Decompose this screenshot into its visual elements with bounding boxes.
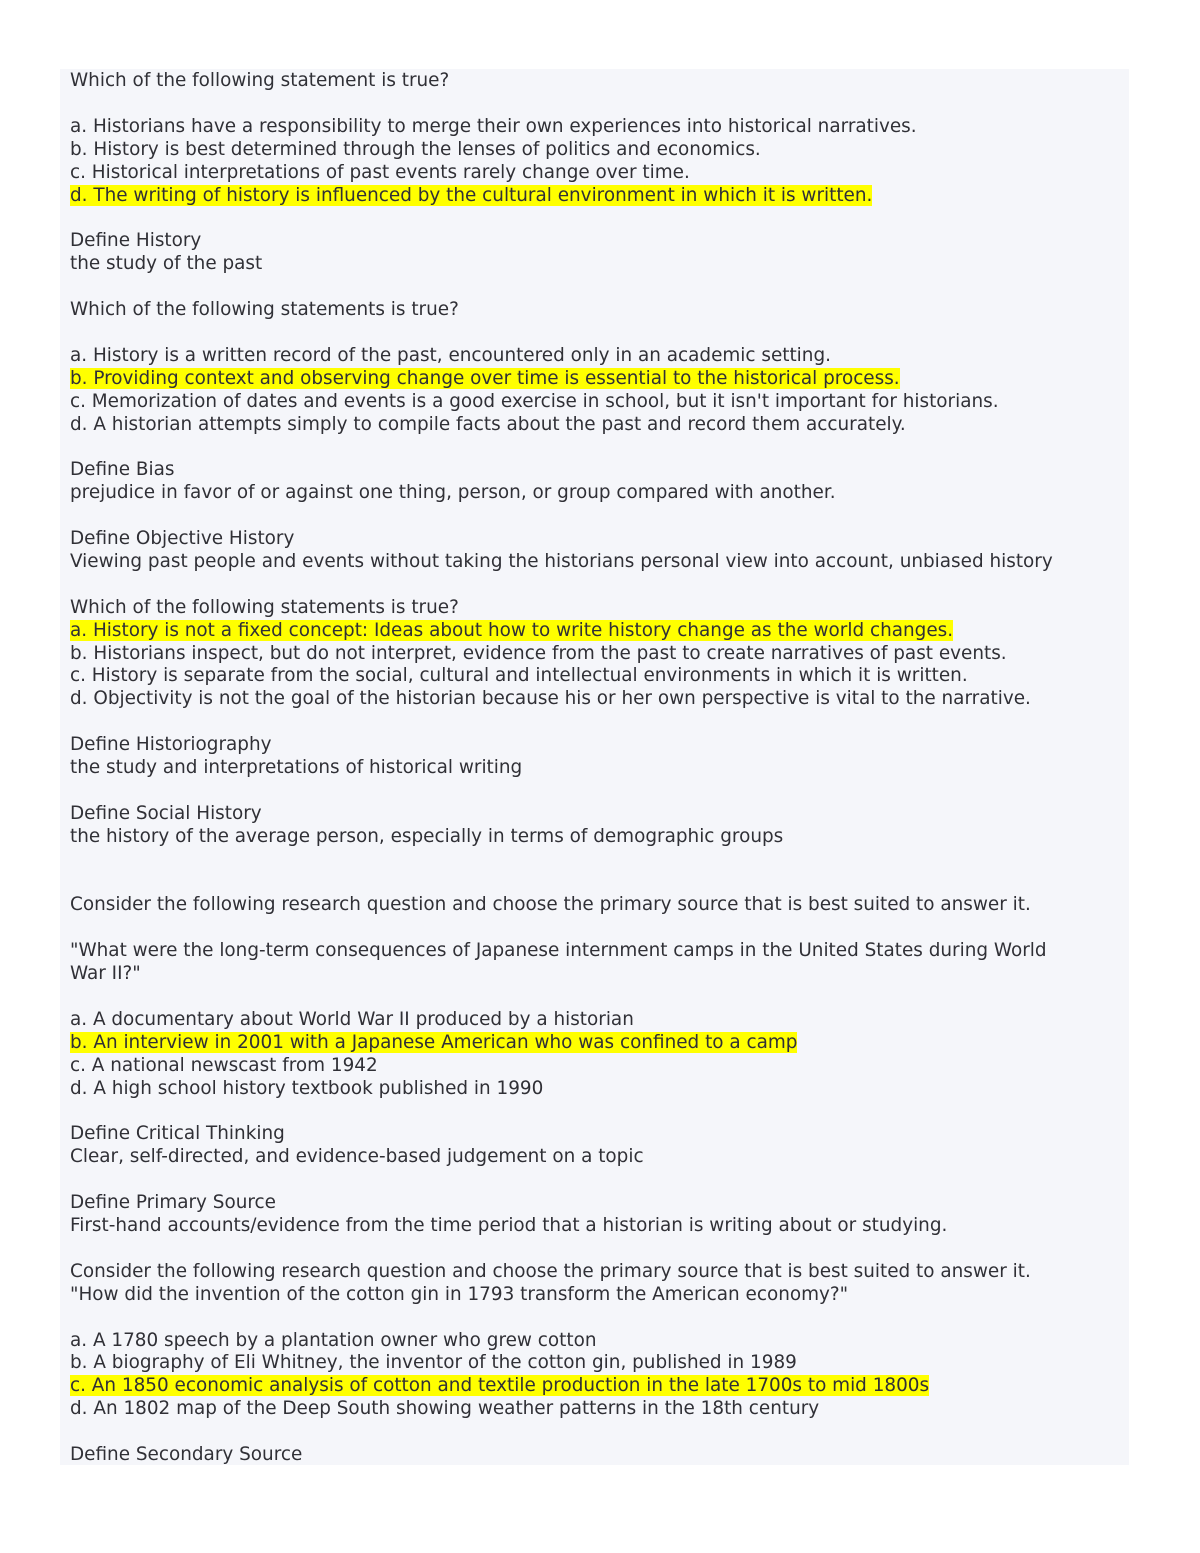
text-line	[70, 1032, 1128, 1055]
line-text: First-hand accounts/evidence from the time period that a historian is writing about or studying.	[70, 1215, 948, 1237]
highlighted-answer: c. An 1850 economic analysis of cotton and textile production in the late 1700s to mid 1800s	[70, 1375, 930, 1397]
line-text: d. Objectivity is not the goal of the historian because his or her own perspective is vital to the narrative.	[70, 688, 1031, 710]
text-line	[70, 551, 1128, 574]
line-text: d. A historian attempts simply to compile facts about the past and record them accurately.	[70, 413, 906, 435]
blank-line	[70, 986, 1128, 1009]
text-line	[70, 1078, 1128, 1101]
text-line	[70, 1009, 1128, 1032]
text-line	[70, 391, 1128, 414]
text-line	[70, 1444, 1128, 1467]
text-line	[70, 894, 1128, 917]
blank-line	[70, 1238, 1128, 1261]
line-text: Consider the following research question and choose the primary source that is best suited to answer it.	[70, 1260, 1031, 1282]
text-line	[70, 1215, 1128, 1238]
text-line	[70, 459, 1128, 482]
line-text: c. History is separate from the social, cultural and intellectual environments in which it is written.	[70, 665, 968, 687]
text-line	[70, 1123, 1128, 1146]
text-line	[70, 1284, 1128, 1307]
text-line	[70, 803, 1128, 826]
blank-line	[70, 322, 1128, 345]
blank-line	[70, 849, 1128, 872]
line-text: Viewing past people and events without taking the historians personal view into account, unbiased history	[70, 550, 1053, 572]
text-line	[70, 597, 1128, 620]
text-line	[70, 1055, 1128, 1078]
line-text: Define Social History	[70, 802, 262, 824]
blank-line	[70, 780, 1128, 803]
text-line	[70, 139, 1128, 162]
line-text: d. A high school history textbook published in 1990	[70, 1077, 544, 1099]
blank-line	[70, 505, 1128, 528]
text-line	[70, 1192, 1128, 1215]
text-line	[70, 643, 1128, 666]
blank-line	[70, 574, 1128, 597]
text-line	[70, 757, 1128, 780]
text-line	[70, 185, 1128, 208]
line-text: Define Objective History	[70, 528, 295, 550]
text-line	[70, 1261, 1128, 1284]
line-text: Which of the following statement is true?	[70, 70, 450, 91]
line-text: b. History is best determined through the lenses of politics and economics.	[70, 138, 761, 160]
text-line	[70, 1146, 1128, 1169]
highlighted-answer: a. History is not a fixed concept: Ideas about how to write history change as the world changes.	[70, 619, 954, 641]
text-line	[70, 963, 1128, 986]
line-text: a. A documentary about World War II produced by a historian	[70, 1008, 634, 1030]
line-text: the study and interpretations of historical writing	[70, 757, 523, 779]
line-text: the study of the past	[70, 253, 263, 275]
line-text: a. A 1780 speech by a plantation owner who grew cotton	[70, 1329, 597, 1351]
line-text: Define History	[70, 230, 202, 252]
text-line	[70, 368, 1128, 391]
blank-line	[70, 207, 1128, 230]
text-line	[70, 116, 1128, 139]
highlighted-answer: b. An interview in 2001 with a Japanese American who was confined to a camp	[70, 1031, 798, 1053]
text-line	[70, 940, 1128, 963]
text-line	[70, 1352, 1128, 1375]
text-line	[70, 1330, 1128, 1353]
line-text: the history of the average person, especially in terms of demographic groups	[70, 825, 784, 847]
line-text: "What were the long-term consequences of Japanese internment camps in the United States during World	[70, 940, 1047, 962]
text-line	[70, 70, 1128, 93]
text-line	[70, 299, 1128, 322]
text-line	[70, 1398, 1128, 1421]
line-text: Define Secondary Source	[70, 1444, 303, 1466]
blank-line	[70, 872, 1128, 895]
line-text: Define Bias	[70, 459, 175, 481]
text-line	[70, 345, 1128, 368]
line-text: d. An 1802 map of the Deep South showing weather patterns in the 18th century	[70, 1398, 820, 1420]
text-line	[70, 665, 1128, 688]
text-line	[70, 826, 1128, 849]
line-text: Which of the following statements is true?	[70, 596, 459, 618]
line-text: Define Primary Source	[70, 1192, 276, 1214]
line-text: b. A biography of Eli Whitney, the inventor of the cotton gin, published in 1989	[70, 1352, 797, 1374]
blank-line	[70, 1101, 1128, 1124]
blank-line	[70, 1421, 1128, 1444]
text-line	[70, 162, 1128, 185]
text-line	[70, 688, 1128, 711]
line-text: prejudice in favor of or against one thing, person, or group compared with another.	[70, 482, 836, 504]
text-line	[70, 414, 1128, 437]
line-text: Which of the following statements is true?	[70, 299, 459, 321]
line-text: c. A national newscast from 1942	[70, 1054, 378, 1076]
text-line	[70, 528, 1128, 551]
blank-line	[70, 711, 1128, 734]
line-text: a. History is a written record of the past, encountered only in an academic setting.	[70, 344, 831, 366]
text-line	[70, 482, 1128, 505]
blank-line	[70, 1169, 1128, 1192]
line-text: "How did the invention of the cotton gin in 1793 transform the American economy?"	[70, 1283, 849, 1305]
line-text: Define Historiography	[70, 734, 272, 756]
line-text: c. Historical interpretations of past events rarely change over time.	[70, 161, 690, 183]
highlighted-answer: d. The writing of history is influenced by the cultural environment in which it is written.	[70, 184, 873, 206]
text-line	[70, 734, 1128, 757]
text-line	[70, 230, 1128, 253]
line-text: a. Historians have a responsibility to merge their own experiences into historical narratives.	[70, 115, 917, 137]
blank-line	[70, 276, 1128, 299]
line-text: Consider the following research question and choose the primary source that is best suited to answer it.	[70, 894, 1031, 916]
text-line	[70, 1375, 1128, 1398]
text-line	[70, 253, 1128, 276]
blank-line	[70, 93, 1128, 116]
line-text: b. Historians inspect, but do not interpret, evidence from the past to create narratives of past events.	[70, 642, 1007, 664]
text-line	[70, 620, 1128, 643]
blank-line	[70, 1307, 1128, 1330]
blank-line	[70, 436, 1128, 459]
line-text: c. Memorization of dates and events is a good exercise in school, but it isn't important for historians.	[70, 390, 999, 412]
highlighted-answer: b. Providing context and observing change over time is essential to the historical process.	[70, 367, 900, 389]
document-text	[70, 70, 1128, 1467]
line-text: War II?"	[70, 963, 141, 985]
line-text: Clear, self-directed, and evidence-based judgement on a topic	[70, 1146, 644, 1168]
line-text: Define Critical Thinking	[70, 1123, 285, 1145]
blank-line	[70, 917, 1128, 940]
